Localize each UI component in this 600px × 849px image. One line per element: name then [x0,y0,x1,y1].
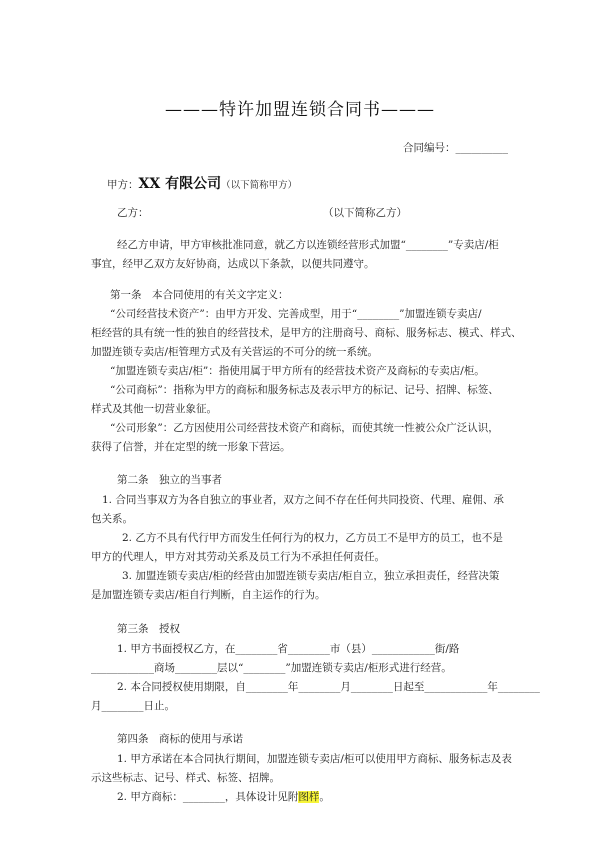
article-1-line: 获得了信誉，并在定型的统一形象下营运。 [91,441,291,453]
article-1-line: “公司经营技术资产”：由甲方开发、完善成型，用于“________”加盟连锁专卖店/ [110,308,482,320]
article-4-last-suffix: 。 [319,791,330,803]
article-4-last-line [117,790,330,804]
article-1-line: “加盟连锁专卖店/柜”：指使用属于甲方所有的经营技术资产及商标的专卖店/柜。 [110,365,485,377]
article-1-line: 柜经营的具有统一性的独自的经营技术，是甲方的注册商号、商标、服务标志、模式、样式、 [91,327,522,339]
document-title: ———特许加盟连锁合同书——— [165,100,435,120]
article-2-line: 2. 乙方不具有代行甲方而发生任何行为的权力，乙方员工不是甲方的员工，也不是 [122,532,503,544]
article-2-line: 包关系。 [91,513,133,525]
party-b-label: 乙方： [117,207,149,219]
article-4-line: 示这些标志、记号、样式、标签、招牌。 [91,772,280,784]
contract-number: 合同编号：__________ [403,142,508,154]
article-1-line: 加盟连锁专卖店/柜管理方式及有关营运的不可分的统一系统。 [91,346,379,358]
article-2-line: 是加盟连锁专卖店/柜自行判断，自主运作的行为。 [91,589,326,601]
article-3-line: ____________商场________层以“________”加盟连锁专卖店/柜形式进行经营。 [91,662,452,674]
highlighted-word: 图样 [298,791,320,803]
article-1-line: “公司形象”：乙方因使用公司经营技术资产和商标，而使其统一性被公众广泛认识， [110,422,499,434]
party-a-company-name: XX 有限公司 [138,176,222,192]
party-a-label: 甲方： [107,179,139,191]
party-b-note: （以下简称乙方） [323,207,407,219]
article-2-line: 3. 加盟连锁专卖店/柜的经营由加盟连锁专卖店/柜自立，独立承担责任，经营决策 [122,570,500,582]
article-3-heading: 第三条 授权 [117,623,180,635]
intro-line-1: 经乙方申请，甲方审核批准同意，就乙方以连锁经营形式加盟“________”专卖店/柜 [117,239,499,251]
article-3-line: 2. 本合同授权使用期限，自________年________月________日起至____________年________ [117,681,540,693]
article-2-line: 甲方的代理人，甲方对其劳动关系及员工行为不承担任何责任。 [91,551,385,563]
article-1-heading: 第一条 本合同使用的有关文字定义： [110,289,289,301]
intro-line-2: 事宜，经甲乙双方友好协商，达成以下条款，以便共同遵守。 [91,258,375,270]
party-a-line [107,177,297,193]
article-1-line: “公司商标”：指称为甲方的商标和服务标志及表示甲方的标记、记号、招牌、标签、 [110,384,499,396]
article-4-last-prefix: 2. 甲方商标：________，具体设计见附 [117,791,299,803]
party-a-note: （以下简称甲方） [221,180,298,191]
article-2-line: 1. 合同当事双方为各自独立的事业者，双方之间不存在任何共同投资、代理、雇佣、承 [102,494,504,506]
article-2-heading: 第二条 独立的当事者 [117,474,222,486]
article-3-line: 1. 甲方书面授权乙方，在________省________市（县）____________街/路 [117,643,460,655]
article-4-heading: 第四条 商标的使用与承诺 [117,733,243,745]
article-1-line: 样式及其他一切营业象征。 [91,403,217,415]
article-3-line: 月________日止。 [91,700,175,712]
article-4-line: 1. 甲方承诺在本合同执行期间，加盟连锁专卖店/柜可以使用甲方商标、服务标志及表 [117,753,512,765]
